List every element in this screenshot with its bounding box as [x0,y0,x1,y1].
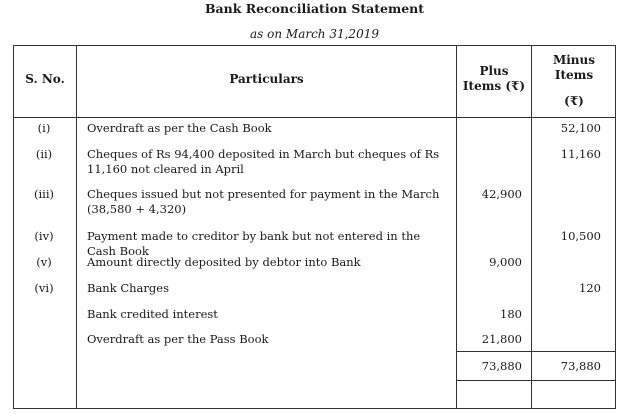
row-sno: (ii) [35,147,53,161]
header-particulars: Particulars [229,72,304,86]
row-sno: (i) [37,121,51,135]
row-plus-amount: 9,000 [489,255,522,269]
row-minus-amount: 120 [579,281,601,295]
row-minus-amount: 52,100 [560,121,601,135]
row-sno: (vi) [34,281,54,295]
row-plus-amount: 180 [500,307,522,321]
column-divider [456,45,457,409]
row-minus-amount: 11,160 [560,147,601,161]
row-plus-amount: 42,900 [481,187,522,201]
column-divider [76,45,77,409]
row-particulars: Overdraft as per the Pass Book [87,332,269,346]
total-plus-items: 73,880 [481,359,522,373]
header-divider [13,117,616,118]
row-particulars: Amount directly deposited by debtor into Bank [87,255,361,269]
total-top-line [456,351,616,352]
total-bottom-line [456,380,616,381]
header-plus-items: Plus Items (₹) [462,64,526,93]
header-minus-items: Minus Items (₹) [552,53,596,108]
row-plus-amount: 21,800 [481,332,522,346]
row-particulars: Overdraft as per the Cash Book [87,121,272,135]
row-particulars: Cheques of Rs 94,400 deposited in March but cheques of Rs 11,160 not cleared in April [87,147,440,176]
row-sno: (iv) [34,229,54,243]
row-particulars: Bank credited interest [87,307,218,321]
reconciliation-table [13,45,616,409]
row-sno: (v) [36,255,52,269]
row-minus-amount: 10,500 [560,229,601,243]
header-sno: S. No. [25,72,65,86]
statement-date: as on March 31,2019 [250,27,379,41]
row-particulars: Cheques issued but not presented for payment in the March (38,580 + 4,320) [87,187,440,216]
total-minus-items: 73,880 [560,359,601,373]
row-particulars: Payment made to creditor by bank but not entered in the Cash Book [87,229,421,258]
row-particulars: Bank Charges [87,281,169,295]
statement-title: Bank Reconciliation Statement [204,1,425,16]
row-sno: (iii) [33,187,54,201]
